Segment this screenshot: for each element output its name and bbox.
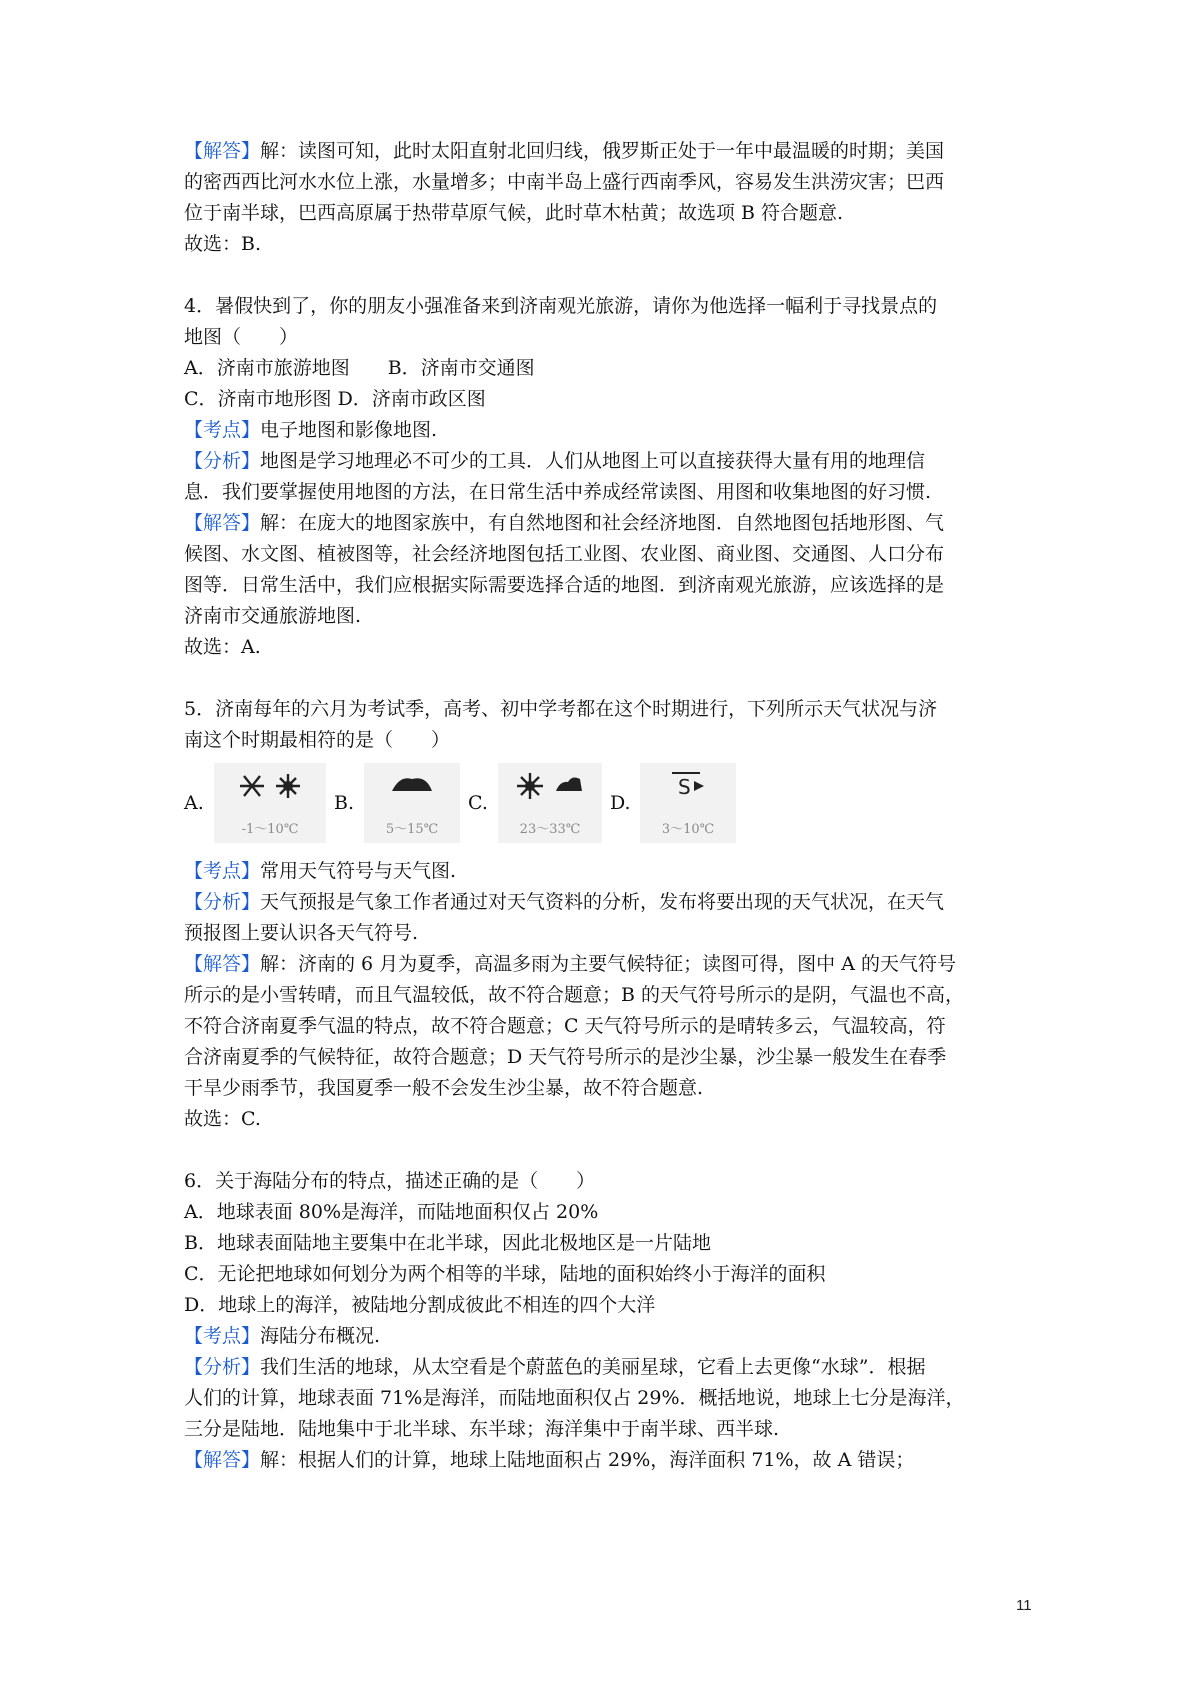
- line-text: 南这个时期最相符的是（ ）: [184, 729, 451, 751]
- line-text: 地图是学习地理必不可少的工具．人们从地图上可以直接获得大量有用的地理信: [260, 450, 926, 472]
- snow-sun-icon: [214, 769, 326, 805]
- text-line: [184, 1414, 1024, 1445]
- text-line: [184, 887, 1024, 918]
- text-line: [184, 949, 1024, 980]
- section-tag: 【解答】: [184, 140, 261, 162]
- text-line: [184, 477, 1024, 508]
- text-line: [184, 229, 1024, 260]
- text-line: [184, 415, 1024, 446]
- weather-symbol-card: [364, 763, 460, 843]
- section-tag: 【分析】: [184, 1356, 261, 1378]
- text-line: [184, 1042, 1024, 1073]
- temperature-range: -1～10℃: [241, 822, 299, 837]
- weather-option-label: D.: [610, 792, 631, 814]
- line-text: 4．暑假快到了，你的朋友小强准备来到济南观光旅游，请你为他选择一幅利于寻找景点的: [184, 295, 938, 317]
- text-line: [184, 446, 1024, 477]
- temperature-range: 23～33℃: [519, 822, 581, 837]
- line-text: C．无论把地球如何划分为两个相等的半球，陆地的面积始终小于海洋的面积: [184, 1263, 826, 1285]
- line-text: D．地球上的海洋，被陆地分割成彼此不相连的四个大洋: [184, 1294, 656, 1316]
- line-text: 位于南半球，巴西高原属于热带草原气候，此时草木枯黄；故选项 B 符合题意.: [184, 202, 844, 224]
- text-line: [184, 856, 1024, 887]
- page-number: 11: [1016, 1597, 1032, 1614]
- sun-cloudy-icon: [498, 769, 602, 805]
- line-text: 解：根据人们的计算，地球上陆地面积占 29%，海洋面积 71%，故 A 错误；: [260, 1449, 915, 1471]
- weather-symbol-card: [498, 763, 602, 843]
- temperature-range: 3～10℃: [661, 822, 715, 837]
- line-text: 人们的计算，地球表面 71%是海洋，而陆地面积仅占 29%．概括地说，地球上七分是海洋，: [184, 1387, 965, 1409]
- text-line: [184, 1259, 1024, 1290]
- text-line: [184, 508, 1024, 539]
- line-text: 电子地图和影像地图.: [260, 419, 438, 441]
- line-text: 解：济南的 6 月为夏季，高温多雨为主要气候特征；读图可得，图中 A 的天气符号: [260, 953, 956, 975]
- text-line: [184, 1383, 1024, 1414]
- text-line: [184, 291, 1024, 322]
- line-text: A．地球表面 80%是海洋，而陆地面积仅占 20%: [184, 1201, 599, 1223]
- text-line: [184, 322, 1024, 353]
- section-tag: 【考点】: [184, 860, 261, 882]
- text-line: [184, 1166, 1024, 1197]
- weather-options-row: [184, 760, 1024, 846]
- line-text: 故选：B.: [184, 233, 262, 255]
- text-line: [184, 1104, 1024, 1135]
- overcast-icon: [364, 769, 460, 805]
- text-line: [184, 384, 1024, 415]
- temperature-range: 5～15℃: [385, 822, 439, 837]
- line-text: 候图、水文图、植被图等，社会经济地图包括工业图、农业图、商业图、交通图、人口分布: [184, 543, 945, 565]
- text-line: [184, 136, 1024, 167]
- line-text: 预报图上要认识各天气符号.: [184, 922, 419, 944]
- weather-symbol-card: [214, 763, 326, 843]
- svg-text:S: S: [678, 775, 691, 799]
- weather-symbol-card: [640, 763, 736, 843]
- line-text: 合济南夏季的气候特征，故符合题意；D 天气符号所示的是沙尘暴，沙尘暴一般发生在春季: [184, 1046, 947, 1068]
- section-tag: 【解答】: [184, 1449, 261, 1471]
- section-tag: 【分析】: [184, 891, 261, 913]
- text-line: [184, 601, 1024, 632]
- line-text: 我们生活的地球，从太空看是个蔚蓝色的美丽星球，它看上去更像“水球”．根据: [260, 1356, 926, 1378]
- text-line: [184, 1321, 1024, 1352]
- paragraph-gap: [184, 663, 1024, 694]
- line-text: A．济南市旅游地图 B．济南市交通图: [184, 357, 535, 379]
- line-text: 图等．日常生活中，我们应根据实际需要选择合适的地图．到济南观光旅游，应该选择的是: [184, 574, 945, 596]
- weather-option-label: C.: [468, 792, 488, 814]
- line-text: 不符合济南夏季气温的特点，故不符合题意；C 天气符号所示的是晴转多云，气温较高，符: [184, 1015, 946, 1037]
- line-text: C．济南市地形图 D．济南市政区图: [184, 388, 486, 410]
- line-text: 故选：A.: [184, 636, 261, 658]
- text-line: [184, 198, 1024, 229]
- text-line: [184, 1011, 1024, 1042]
- text-line: [184, 1445, 1024, 1476]
- text-line: [184, 694, 1024, 725]
- line-text: 解：在庞大的地图家族中，有自然地图和社会经济地图．自然地图包括地形图、气: [260, 512, 945, 534]
- section-tag: 【解答】: [184, 512, 261, 534]
- text-line: [184, 1197, 1024, 1228]
- section-tag: 【考点】: [184, 1325, 261, 1347]
- text-line: [184, 725, 1024, 756]
- text-line: [184, 632, 1024, 663]
- text-line: [184, 1073, 1024, 1104]
- line-text: 干旱少雨季节，我国夏季一般不会发生沙尘暴，故不符合题意.: [184, 1077, 704, 1099]
- text-line: [184, 1352, 1024, 1383]
- line-text: 地图（ ）: [184, 326, 299, 348]
- line-text: 海陆分布概况.: [260, 1325, 381, 1347]
- weather-option-label: A.: [184, 792, 204, 814]
- text-line: [184, 570, 1024, 601]
- line-text: 的密西西比河水水位上涨，水量增多；中南半岛上盛行西南季风，容易发生洪涝灾害；巴西: [184, 171, 945, 193]
- section-tag: 【解答】: [184, 953, 261, 975]
- text-line: [184, 918, 1024, 949]
- paragraph-gap: [184, 1135, 1024, 1166]
- text-line: [184, 1290, 1024, 1321]
- line-text: 天气预报是气象工作者通过对天气资料的分析，发布将要出现的天气状况，在天气: [260, 891, 945, 913]
- line-text: 5．济南每年的六月为考试季，高考、初中学考都在这个时期进行，下列所示天气状况与济: [184, 698, 938, 720]
- line-text: 三分是陆地．陆地集中于北半球、东半球；海洋集中于南半球、西半球.: [184, 1418, 780, 1440]
- line-text: 解：读图可知，此时太阳直射北回归线，俄罗斯正处于一年中最温暖的时期；美国: [260, 140, 945, 162]
- text-line: [184, 980, 1024, 1011]
- text-line: [184, 167, 1024, 198]
- line-text: 息．我们要掌握使用地图的方法，在日常生活中养成经常读图、用图和收集地图的好习惯.: [184, 481, 932, 503]
- line-text: 济南市交通旅游地图.: [184, 605, 362, 627]
- line-text: 故选：C.: [184, 1108, 261, 1130]
- line-text: 所示的是小雪转晴，而且气温较低，故不符合题意；B 的天气符号所示的是阴，气温也不高，: [184, 984, 965, 1006]
- line-text: 常用天气符号与天气图.: [260, 860, 457, 882]
- weather-option-label: B.: [334, 792, 355, 814]
- text-line: [184, 353, 1024, 384]
- line-text: 6．关于海陆分布的特点，描述正确的是（ ）: [184, 1170, 596, 1192]
- section-tag: 【考点】: [184, 419, 261, 441]
- text-line: [184, 539, 1024, 570]
- paragraph-gap: [184, 260, 1024, 291]
- document-page: [184, 136, 1024, 1476]
- line-text: B．地球表面陆地主要集中在北半球，因此北极地区是一片陆地: [184, 1232, 711, 1254]
- section-tag: 【分析】: [184, 450, 261, 472]
- text-line: [184, 1228, 1024, 1259]
- sandstorm-icon: [640, 769, 736, 805]
